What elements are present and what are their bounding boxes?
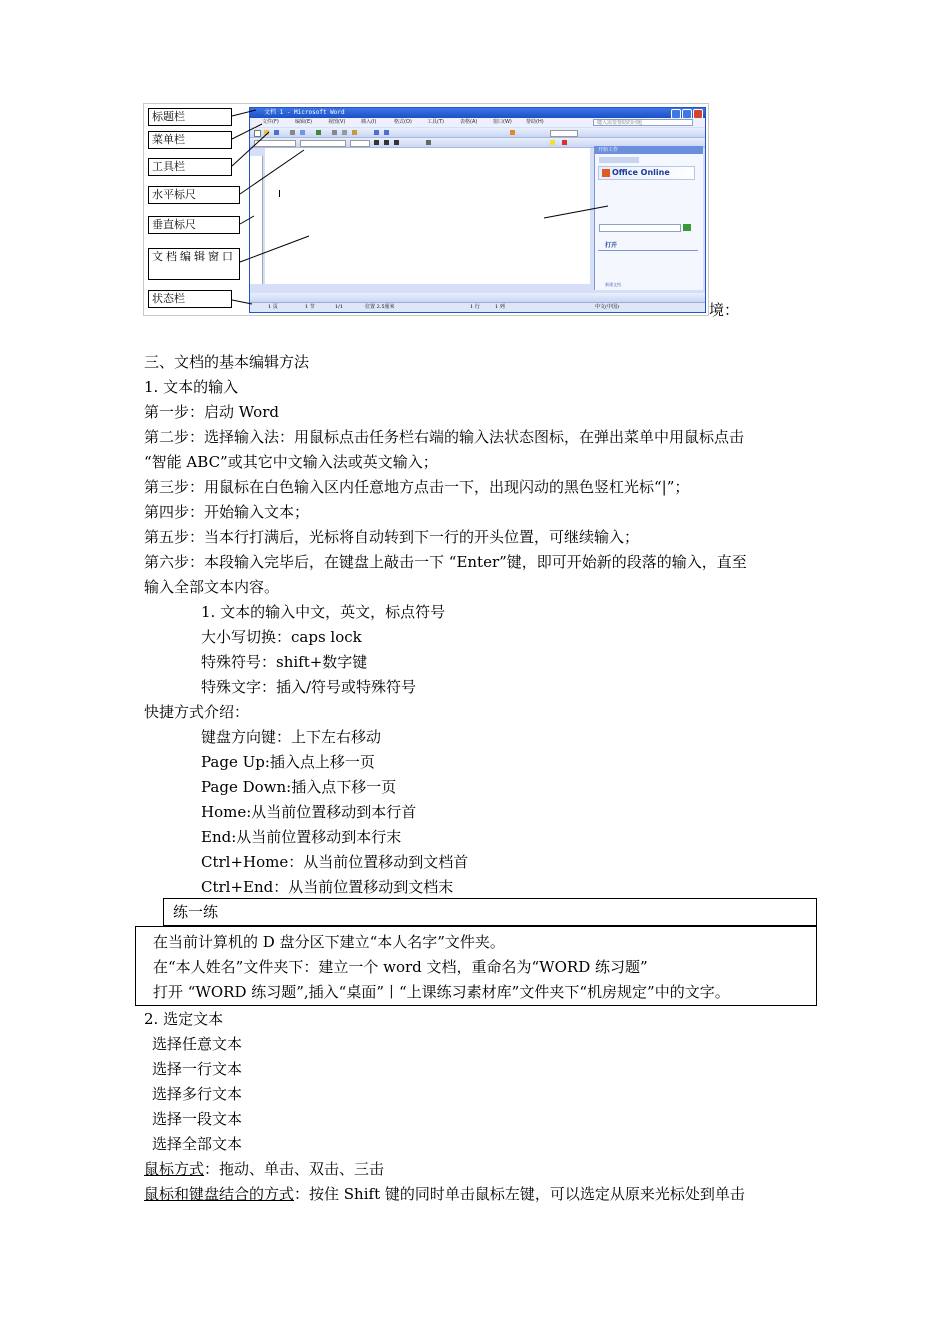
caps-lock-tip: 大小写切换：caps lock (201, 628, 362, 646)
office-online-label: Office Online (612, 168, 670, 177)
combo-method-label: 鼠标和键盘结合的方式 (144, 1185, 295, 1203)
step-2: 第二步：选择输入法：用鼠标点击任务栏右端的输入法状态图标，在弹出菜单中用鼠标点击 (144, 428, 745, 446)
menu-file: 文件(F) (262, 119, 279, 125)
select-any: 选择任意文本 (152, 1035, 243, 1053)
combo-method (144, 1184, 745, 1204)
select-heading: 2. 选定文本 (144, 1010, 224, 1028)
subsection-heading: 1. 文本的输入 (144, 378, 239, 396)
practice-item-1: 在当前计算机的 D 盘分区下建立“本人名字”文件夹。 (153, 933, 505, 951)
task-pane-header: 开始工作 (595, 146, 703, 154)
callout-title-bar: 标题栏 (148, 108, 232, 126)
menu-view: 视图(V) (328, 119, 346, 125)
menu-help: 帮助(H) (526, 119, 544, 125)
figure-trailing-text: 境： (709, 301, 740, 319)
status-position: 位置 2.5厘米 (365, 304, 395, 310)
status-col: 1 列 (495, 304, 505, 310)
mouse-method (144, 1159, 384, 1179)
menu-insert: 插入(I) (361, 119, 377, 125)
step-5: 第五步：当本行打满后，光标将自动转到下一行的开头位置，可继续输入； (144, 528, 640, 546)
practice-title: 练一练 (173, 903, 219, 921)
status-line: 1 行 (470, 304, 480, 310)
shortcuts-heading: 快捷方式介绍： (144, 703, 250, 721)
shortcut-ctrl-end: Ctrl+End：从当前位置移动到文档末 (201, 878, 454, 896)
callout-document-window: 文档编辑窗口 (148, 248, 240, 280)
select-paragraph: 选择一段文本 (152, 1110, 243, 1128)
shortcut-page-up: Page Up:插入点上移一页 (201, 753, 375, 771)
callout-toolbar: 工具栏 (148, 158, 232, 176)
shortcut-home: Home:从当前位置移动到本行首 (201, 803, 417, 821)
combo-method-text: ：按住 Shift 键的同时单击鼠标左键，可以选定从原来光标处到单击 (294, 1185, 745, 1203)
window-title: 文档 1 - Microsoft Word (264, 109, 345, 116)
callout-menu-bar: 菜单栏 (148, 131, 232, 149)
callout-vertical-ruler: 垂直标尺 (148, 216, 240, 234)
shortcut-arrows: 键盘方向键：上下左右移动 (201, 728, 382, 746)
practice-title-box (163, 898, 817, 926)
practice-item-3: 打开 “WORD 练习题”,插入“桌面”丨“上课练习素材库”文件夹下“机房规定”中的文字。 (153, 983, 730, 1001)
shortcut-page-down: Page Down:插入点下移一页 (201, 778, 397, 796)
shortcut-end: End:从当前位置移动到本行末 (201, 828, 402, 846)
special-symbol-tip: 特殊符号：shift+数字键 (201, 653, 368, 671)
menu-format: 格式(O) (394, 119, 412, 125)
menu-window: 窗口(W) (493, 119, 512, 125)
menu-table: 表格(A) (460, 119, 478, 125)
help-question-box: 键入需要帮助的问题 (593, 119, 693, 126)
step-2-cont: “智能 ABC”或其它中文输入法或英文输入； (144, 453, 438, 471)
step-3: 第三步：用鼠标在白色输入区内任意地方点击一下，出现闪动的黑色竖杠光标“|”； (144, 478, 690, 496)
select-line: 选择一行文本 (152, 1060, 243, 1078)
status-page: 1 页 (268, 304, 278, 310)
special-text-tip: 特殊文字：插入/符号或特殊符号 (201, 678, 417, 696)
section-heading: 三、文档的基本编辑方法 (144, 353, 310, 371)
status-language: 中文(中国) (595, 304, 619, 310)
practice-item-2: 在“本人姓名”文件夹下：建立一个 word 文档，重命名为“WORD 练习题” (153, 958, 648, 976)
menu-edit: 编辑(E) (295, 119, 313, 125)
practice-content-box (135, 926, 817, 1006)
task-pane-open-heading: 打开 (605, 242, 618, 249)
input-types: 1. 文本的输入中文，英文，标点符号 (201, 603, 446, 621)
step-6-cont: 输入全部文本内容。 (144, 578, 280, 596)
step-4: 第四步：开始输入文本； (144, 503, 310, 521)
step-6: 第六步：本段输入完毕后，在键盘上敲击一下 “Enter”键，即可开始新的段落的输入，直至 (144, 553, 747, 571)
menu-tools: 工具(T) (427, 119, 444, 125)
shortcut-ctrl-home: Ctrl+Home：从当前位置移动到文档首 (201, 853, 469, 871)
mouse-method-label: 鼠标方式 (144, 1160, 205, 1178)
step-1: 第一步：启动 Word (144, 403, 279, 421)
mouse-method-text: ：拖动、单击、双击、三击 (204, 1160, 385, 1178)
select-lines: 选择多行文本 (152, 1085, 243, 1103)
status-page-count: 1/1 (335, 304, 344, 310)
callout-status-bar: 状态栏 (148, 290, 232, 308)
callout-horizontal-ruler: 水平标尺 (148, 186, 240, 204)
word-window-figure (143, 103, 709, 316)
callout-leader-lines (144, 104, 708, 315)
select-all: 选择全部文本 (152, 1135, 243, 1153)
status-section: 1 节 (305, 304, 315, 310)
task-pane-new-doc: 新建文档 (605, 282, 621, 287)
